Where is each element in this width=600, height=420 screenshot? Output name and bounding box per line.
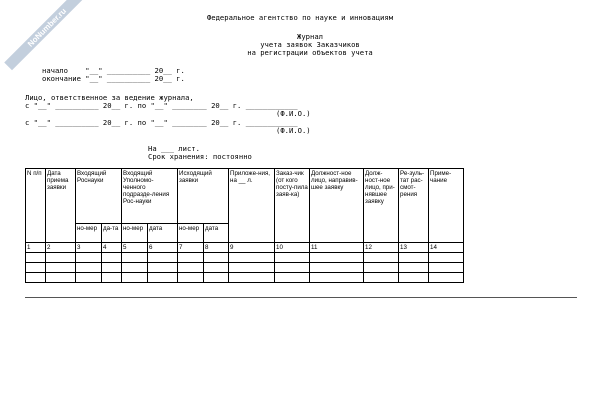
column-number: 7: [178, 243, 204, 253]
period-start: начало "__" __________ 20__ г.: [42, 66, 185, 75]
sheets-count: На ___ лист.: [148, 144, 200, 153]
header-outgoing: Исходящий заявки: [178, 169, 229, 224]
subheader-date: дата: [148, 224, 178, 243]
column-number: 4: [102, 243, 122, 253]
column-number: 3: [76, 243, 102, 253]
column-number: 14: [429, 243, 464, 253]
header-attachments: Приложе-ния, на __ л.: [229, 169, 275, 243]
table-row: [26, 273, 464, 283]
table-row: [26, 253, 464, 263]
header-incoming-rosnauka: Входящий Роснауки: [76, 169, 122, 224]
journal-subtitle: учета заявок Заказчиков: [260, 40, 360, 49]
fio-caption-1: (Ф.И.О.): [276, 109, 311, 118]
subheader-number: но-мер: [76, 224, 102, 243]
header-customer: Заказ-чик (от кого посту-пила заяв-ка): [275, 169, 310, 243]
column-number: 1: [26, 243, 46, 253]
storage-period: Срок хранения: постоянно: [148, 152, 252, 161]
column-number: 8: [204, 243, 229, 253]
subheader-number: но-мер: [122, 224, 148, 243]
header-number: N п/п: [26, 169, 46, 243]
table-row: [26, 263, 464, 273]
responsible-line-2: с "__" __________ 20__ г. по "__" ________ 20__ г. ____________: [25, 118, 298, 127]
column-number: 12: [364, 243, 399, 253]
column-number-row: [26, 243, 464, 253]
column-number: 13: [399, 243, 429, 253]
header-sender-official: Должност-ное лицо, направив-шее заявку: [310, 169, 364, 243]
period-end: окончание "__" __________ 20__ г.: [42, 74, 185, 83]
subheader-date: да-та: [102, 224, 122, 243]
fio-caption-2: (Ф.И.О.): [276, 126, 311, 135]
column-number: 10: [275, 243, 310, 253]
watermark-logo: NoNumber.ru: [4, 0, 90, 70]
journal-subtitle-2: на регистрации объектов учета: [247, 48, 373, 57]
agency-name: Федеральное агентство по науке и инновациям: [206, 13, 394, 22]
header-note: Приме-чание: [429, 169, 464, 243]
header-row: [26, 169, 464, 224]
column-number: 9: [229, 243, 275, 253]
page-divider: [25, 297, 577, 298]
subheader-number: но-мер: [178, 224, 204, 243]
responsible-line-1: с "__" __________ 20__ г. по "__" ________ 20__ г. ____________: [25, 101, 298, 110]
journal-table: [25, 168, 464, 283]
header-result: Ре-зуль-тат рас-смот-рения: [399, 169, 429, 243]
column-number: 11: [310, 243, 364, 253]
responsible-label: Лицо, ответственное за ведение журнала,: [25, 93, 194, 102]
journal-title: Журнал: [297, 32, 323, 41]
header-receiver-official: Долж-ност-ное лицо, при-нявшее заявку: [364, 169, 399, 243]
header-incoming-authorized: Входящий Уполномо-ченного подразде-ления Рос-науки: [122, 169, 178, 224]
subheader-date: дата: [204, 224, 229, 243]
column-number: 6: [148, 243, 178, 253]
header-date-received: Дата приема заявки: [46, 169, 76, 243]
column-number: 5: [122, 243, 148, 253]
column-number: 2: [46, 243, 76, 253]
